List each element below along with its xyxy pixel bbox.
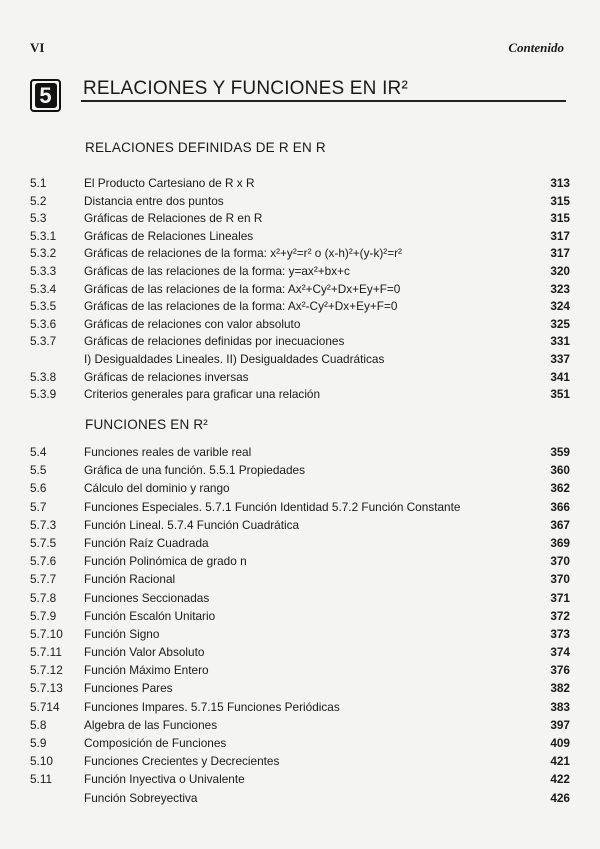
toc-entry-title: Gráficas de Relaciones de R en R <box>84 211 263 226</box>
toc-relaciones-list <box>30 175 570 404</box>
toc-entry[interactable] <box>30 716 570 734</box>
toc-entry[interactable] <box>30 245 570 263</box>
toc-entry-page: 397 <box>550 717 570 732</box>
toc-entry[interactable] <box>30 661 570 679</box>
toc-entry-page: 367 <box>550 517 570 532</box>
toc-entry-page: 369 <box>550 535 570 550</box>
toc-entry-number: 5.3.6 <box>30 316 57 331</box>
toc-entry-title: Gráficas de relaciones de la forma: x²+y²=r² o (x-h)²+(y-k)²=r² <box>84 246 402 261</box>
toc-entry[interactable] <box>30 643 570 661</box>
toc-entry-number: 5.3.4 <box>30 281 57 296</box>
toc-entry[interactable] <box>30 386 570 404</box>
toc-entry-number: 5.7.9 <box>30 608 57 623</box>
toc-entry-number: 5.3.9 <box>30 387 57 402</box>
toc-entry-title: Funciones Seccionadas <box>84 590 210 605</box>
toc-entry-title: Función Racional <box>84 572 176 587</box>
toc-entry-title: Criterios generales para graficar una relación <box>84 387 321 402</box>
toc-entry-title: Gráficas de Relaciones Lineales <box>84 228 254 243</box>
toc-entry-page: 337 <box>550 351 570 366</box>
toc-entry[interactable] <box>30 443 570 461</box>
toc-entry-page: 366 <box>550 499 570 514</box>
toc-entry[interactable] <box>30 770 570 788</box>
toc-entry-page: 370 <box>550 554 570 569</box>
toc-entry-page: 421 <box>550 754 570 769</box>
toc-entry-number: 5.714 <box>30 699 60 714</box>
toc-entry-title: Función Polinómica de grado n <box>84 554 247 569</box>
toc-entry[interactable] <box>30 570 570 588</box>
toc-entry-page: 317 <box>550 246 570 261</box>
toc-entry-title: Función Escalón Unitario <box>84 608 216 623</box>
toc-entry-number: 5.7.10 <box>30 626 63 641</box>
toc-entry-title: Funciones reales de varible real <box>84 445 252 459</box>
toc-entry-page: 315 <box>550 193 570 208</box>
chapter-number-badge <box>30 79 61 112</box>
toc-entry-title: El Producto Cartesiano de R x R <box>84 176 255 190</box>
toc-entry-number: 5.7.7 <box>30 572 57 587</box>
toc-entry-number: 5.7.12 <box>30 663 63 678</box>
toc-entry-page: 351 <box>550 387 570 402</box>
toc-entry-number: 5.7.6 <box>30 554 57 569</box>
toc-entry-page: 374 <box>550 645 570 660</box>
toc-entry[interactable] <box>30 263 570 281</box>
toc-entry-title: Función Signo <box>84 626 160 641</box>
toc-entry[interactable] <box>30 552 570 570</box>
toc-entry-page: 323 <box>550 281 570 296</box>
toc-entry-number: 5.4 <box>30 445 47 459</box>
toc-entry[interactable] <box>30 228 570 246</box>
toc-entry[interactable] <box>30 369 570 387</box>
toc-funciones-list <box>30 443 570 807</box>
toc-entry-number: 5.7.8 <box>30 590 57 605</box>
toc-entry-title: Funciones Impares. 5.7.15 Funciones Periódicas <box>84 699 340 714</box>
toc-entry-page: 383 <box>550 699 570 714</box>
toc-entry-title: Distancia entre dos puntos <box>84 193 224 208</box>
toc-entry[interactable] <box>30 461 570 479</box>
toc-entry-number: 5.7.5 <box>30 535 57 550</box>
toc-entry-number: 5.2 <box>30 193 47 208</box>
toc-entry-page: 315 <box>550 211 570 226</box>
toc-entry-title: Funciones Especiales. 5.7.1 Función Identidad 5.7.2 Función Constante <box>84 499 461 514</box>
toc-entry[interactable] <box>30 752 570 770</box>
toc-entry[interactable] <box>30 351 570 369</box>
toc-entry-page: 320 <box>550 263 570 278</box>
toc-entry[interactable] <box>30 625 570 643</box>
toc-entry[interactable] <box>30 516 570 534</box>
toc-entry-number: 5.1 <box>30 176 47 190</box>
toc-entry[interactable] <box>30 281 570 299</box>
page-number: VI <box>30 40 45 55</box>
toc-entry-number: 5.11 <box>30 772 53 787</box>
toc-entry[interactable] <box>30 175 570 193</box>
toc-entry[interactable] <box>30 734 570 752</box>
toc-entry-title: Gráficas de relaciones definidas por inecuaciones <box>84 334 345 349</box>
section-title-funciones: FUNCIONES EN R² <box>85 417 209 432</box>
toc-entry-number: 5.3.7 <box>30 334 57 349</box>
toc-entry-title: Función Valor Absoluto <box>84 645 205 660</box>
toc-entry-page: 409 <box>550 736 570 750</box>
toc-entry-page: 373 <box>550 626 570 641</box>
toc-entry-page: 422 <box>550 772 570 787</box>
toc-entry-title: Gráficas de las relaciones de la forma: y=ax²+bx+c <box>84 263 350 278</box>
toc-entry[interactable] <box>30 698 570 716</box>
toc-entry-title: I) Desigualdades Lineales. II) Desigualdades Cuadráticas <box>84 351 385 366</box>
toc-entry-title: Cálculo del dominio y rango <box>84 481 230 496</box>
toc-entry-title: Gráficas de las relaciones de la forma: Ax²-Cy²+Dx+Ey+F=0 <box>84 299 398 314</box>
toc-entry[interactable] <box>30 534 570 552</box>
toc-entry-page: 362 <box>550 481 570 496</box>
toc-entry-page: 359 <box>550 445 570 459</box>
toc-entry-page: 317 <box>550 228 570 243</box>
toc-entry-number: 5.7.3 <box>30 517 57 532</box>
chapter-title: RELACIONES Y FUNCIONES EN IR² <box>83 78 408 99</box>
toc-entry-page: 313 <box>550 176 570 190</box>
toc-entry[interactable] <box>30 479 570 497</box>
toc-entry-title: Función Sobreyectiva <box>84 790 198 805</box>
toc-entry-title: Función Máximo Entero <box>84 663 209 678</box>
toc-entry-number: 5.3.2 <box>30 246 57 261</box>
toc-entry-title: Función Lineal. 5.7.4 Función Cuadrática <box>84 517 300 532</box>
toc-entry-number: 5.3.1 <box>30 228 57 243</box>
toc-entry-title: Composición de Funciones <box>84 736 227 750</box>
toc-entry-title: Gráficas de las relaciones de la forma: Ax²+Cy²+Dx+Ey+F=0 <box>84 281 401 296</box>
chapter-number: 5 <box>35 83 57 108</box>
toc-entry-title: Función Inyectiva o Univalente <box>84 772 245 787</box>
toc-entry-page: 331 <box>550 334 570 349</box>
toc-entry-title: Gráfica de una función. 5.5.1 Propiedades <box>84 463 306 478</box>
toc-entry[interactable] <box>30 298 570 316</box>
toc-entry-page: 341 <box>550 369 570 384</box>
toc-entry-number: 5.7.11 <box>30 645 62 660</box>
toc-entry[interactable] <box>30 316 570 334</box>
toc-entry[interactable] <box>30 789 570 807</box>
toc-entry-page: 324 <box>550 299 570 314</box>
toc-entry[interactable] <box>30 210 570 228</box>
toc-entry-page: 376 <box>550 663 570 678</box>
toc-entry[interactable] <box>30 333 570 351</box>
toc-entry-number: 5.8 <box>30 717 47 732</box>
toc-entry-number: 5.3.3 <box>30 263 57 278</box>
toc-entry-number: 5.7 <box>30 499 47 514</box>
toc-entry-page: 370 <box>550 572 570 587</box>
running-title: Contenido <box>508 40 564 55</box>
toc-entry-title: Función Raíz Cuadrada <box>84 535 209 550</box>
toc-entry[interactable] <box>30 607 570 625</box>
toc-entry-number: 5.5 <box>30 463 47 478</box>
toc-entry-number: 5.3.8 <box>30 369 57 384</box>
toc-entry-page: 325 <box>550 316 570 331</box>
toc-entry-page: 360 <box>550 463 570 478</box>
toc-entry-number: 5.10 <box>30 754 53 769</box>
toc-entry-page: 372 <box>550 608 570 623</box>
toc-entry-title: Funciones Pares <box>84 681 173 696</box>
toc-entry-title: Algebra de las Funciones <box>84 717 218 732</box>
toc-entry[interactable] <box>30 589 570 607</box>
toc-entry-page: 382 <box>550 681 570 696</box>
toc-entry-page: 371 <box>550 590 570 605</box>
toc-entry-number: 5.3.5 <box>30 299 57 314</box>
toc-entry[interactable] <box>30 498 570 516</box>
toc-entry-title: Gráficas de relaciones con valor absoluto <box>84 316 301 331</box>
section-title-relaciones: RELACIONES DEFINIDAS DE R EN R <box>85 140 326 155</box>
toc-entry-title: Funciones Crecientes y Decrecientes <box>84 754 280 769</box>
toc-entry-number: 5.9 <box>30 736 47 750</box>
toc-entry-number: 5.6 <box>30 481 47 496</box>
toc-entry-title: Gráficas de relaciones inversas <box>84 369 249 384</box>
toc-entry-number: 5.3 <box>30 211 47 226</box>
toc-entry[interactable] <box>30 193 570 211</box>
toc-entry-number: 5.7.13 <box>30 681 63 696</box>
chapter-title-rule <box>81 100 566 102</box>
toc-entry[interactable] <box>30 679 570 697</box>
toc-entry-page: 426 <box>550 790 570 805</box>
